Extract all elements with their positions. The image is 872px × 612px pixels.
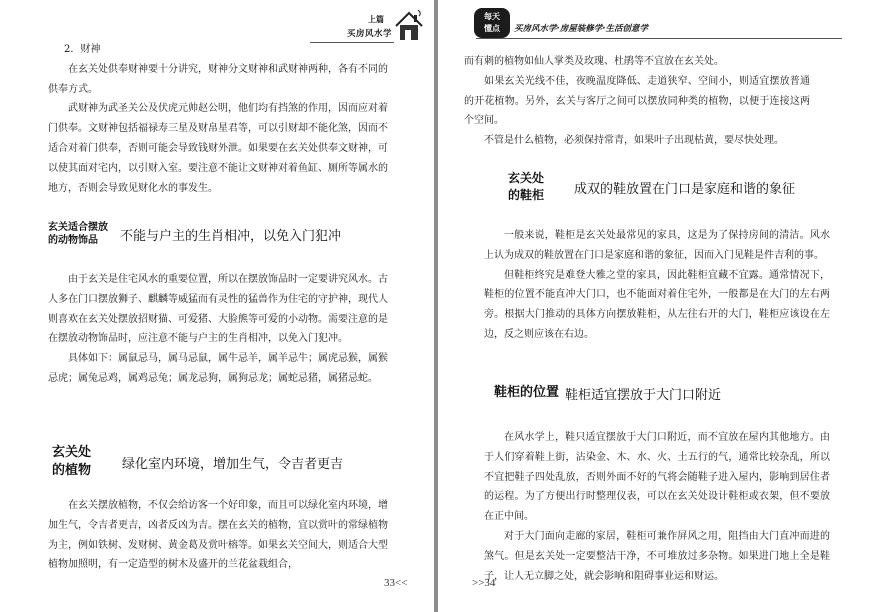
- book-subtitle: 买房风水学: [346, 29, 392, 39]
- heading-badge: 玄关处 的鞋柜: [508, 171, 545, 203]
- right-page: [438, 0, 872, 612]
- page-number: >>34: [472, 577, 496, 589]
- paragraph: 在玄关摆放植物，不仅会给访客一个好印象，而且可以绿化室内环境，增加生气，令吉者更吉，凶者反凶为吉。摆在玄关的植物，宜以赏叶的常绿植物为主，例如铁树、发财树、黄金葛及赏叶榕等。如果玄关空间大，则适合大型植物加照明，有一定造型的树木及盛开的兰花盆栽组合，: [48, 500, 388, 571]
- section-heading-plants: [52, 444, 412, 480]
- paragraph: 在玄关处供奉财神要十分讲究，财神分文财神和武财神两种，各有不同的供奉方式。: [48, 63, 388, 95]
- house-icon: [394, 10, 424, 42]
- section-title: 2．财神: [64, 44, 101, 55]
- right-block1-body: [484, 226, 830, 345]
- section-heading-animal-ornaments: [48, 222, 408, 247]
- left-block2-body: [48, 496, 388, 575]
- paragraph: 武财神为武圣关公及伏虎元帅赵公明，他们均有挡煞的作用，因而应对着门供奉。文财神包括福禄寿三星及财帛星君等，可以引财却不能化煞，因而不适合对着门供奉，否则可能会导致钱财外泄。如果要在玄关处供奉文财神，可以使其面对宅内，以引财入室。要注意不能让文财神对着鱼缸、厕所等属水的地方，否则会导致见财化水的事发生。: [48, 103, 388, 194]
- paragraph: 而有刺的植物如仙人掌类及玫瑰、杜鹃等不宜放在玄关处。: [464, 56, 724, 67]
- paragraph: 具体如下：属鼠忌马，属马忌鼠，属牛忌羊，属羊忌牛；属虎忌猴，属猴忌虎；属兔忌鸡，属鸡忌兔；属龙忌狗，属狗忌龙；属蛇忌猪，属猪忌蛇。: [48, 353, 388, 384]
- section-heading-shoe-cabinet-position: [494, 384, 834, 403]
- heading-title: 绿化室内环境，增加生气，令吉者更吉: [122, 456, 344, 472]
- paragraph: 如果玄关光线不佳，夜晚温度降低、走道狭窄、空间小，则适宜摆放普通的开花植物。另外，玄关与客厅之间可以摆放同种类的植物，以便于连接这两个空间。: [464, 75, 810, 127]
- heading-badge: 玄关适合摆放 的动物饰品: [48, 222, 108, 246]
- paragraph: 由于玄关是住宅风水的重要位置，所以在摆放饰品时一定要讲究风水。古人多在门口摆放狮子、麒麟等威猛而有灵性的猛兽作为住宅的守护神，现代人则喜欢在玄关处摆放招财猫、可爱猪、大脸熊等可爱的小动物。需要注意的是在摆放动物饰品时，应注意不能与户主的生肖相冲，以免入门犯冲。: [48, 274, 388, 345]
- paragraph: 但鞋柜终究是难登大雅之堂的家具，因此鞋柜宜藏不宜露。通常情况下，鞋柜的位置不能直冲大门口，也不能面对着住宅外，一般都是在大门的左右两旁。根据大门推动的具体方向摆放鞋柜，从左往右开的大门，鞋柜应该设在左边，反之则应该在右边。: [484, 269, 830, 340]
- left-page: [0, 0, 434, 612]
- running-header: [438, 0, 872, 50]
- paragraph: 在风水学上，鞋只适宜摆放于大门口附近，而不宜放在屋内其他地方。由于人们穿着鞋上街，沾染金、木、水、火、土五行的气，通常比较杂乱，所以不宜把鞋子四处乱放，否则外面不好的气将会随鞋子进入屋内，影响到居住者的运程。为了方便出行时整理仪表，可以在玄关处设计鞋柜或衣架，但不要放在正中间。: [484, 432, 830, 523]
- heading-title: 鞋柜适宜摆放于大门口附近: [565, 388, 722, 403]
- section-heading-shoe-cabinet: [508, 170, 848, 205]
- paragraph: 对于大门面向走廊的家居，鞋柜可兼作屏风之用，阻挡由大门直冲而进的煞气。但是玄关处一定要整洁干净，不可堆放过多杂物。如果进门地上全是鞋子，让人无立脚之处，就会影响和阻碍事业运和财运。: [484, 530, 830, 582]
- heading-title: 成双的鞋放置在门口是家庭和谐的象征: [574, 181, 796, 197]
- left-block1-body: [48, 270, 388, 389]
- page-number: 33<<: [384, 577, 408, 589]
- paragraph: 一般来说，鞋柜是玄关处最常见的家具，这是为了保持房间的清洁。风水上认为成双的鞋放置在门口是家庭和谐的象征，因而入门见鞋是件吉利的事。: [484, 230, 830, 261]
- heading-title: 不能与户主的生肖相冲，以免入门犯冲: [120, 229, 342, 244]
- series-tagline: 买房风水学·房屋装修学·生活创意学: [514, 24, 648, 34]
- right-intro: [464, 52, 810, 151]
- heading-badge: 玄关处 的植物: [52, 445, 92, 479]
- paragraph: 不管是什么植物，必须保持常青，如果叶子出现枯黄，要尽快处理。: [484, 135, 784, 147]
- header-rule: [476, 38, 842, 39]
- heading-badge: 鞋柜的位置: [494, 385, 560, 401]
- right-block2-body: [484, 428, 830, 586]
- volume-label: 上篇: [368, 15, 384, 24]
- left-intro: [48, 40, 388, 198]
- series-logo: 每天 懂点: [474, 8, 510, 38]
